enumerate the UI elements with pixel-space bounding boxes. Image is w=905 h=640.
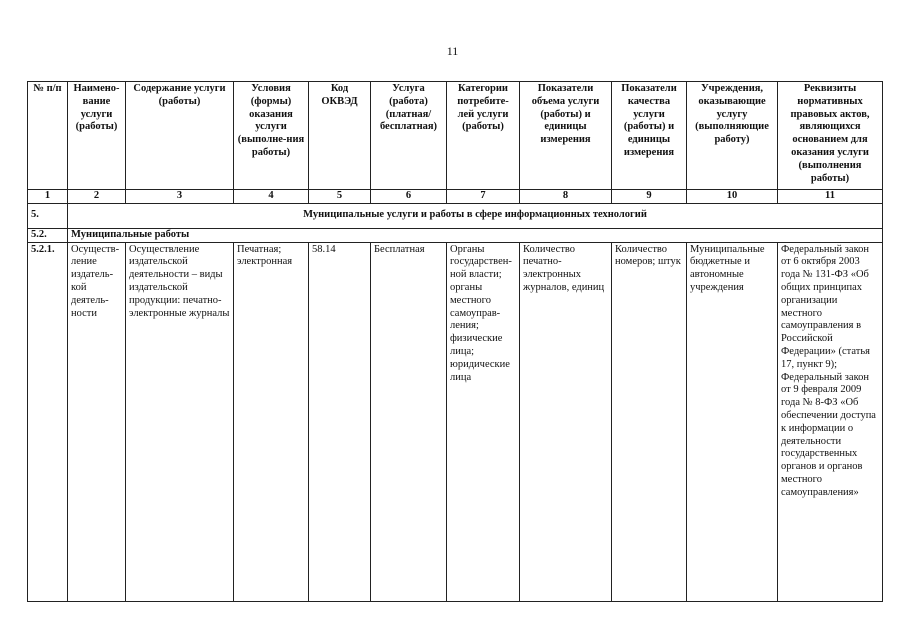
header-legal-acts: Реквизиты нормативных правовых актов, являющихся основанием для оказания услуги (выполнения работы) (778, 82, 883, 190)
column-number: 3 (126, 190, 234, 204)
providing-institutions: Муниципальные бюджетные и автономные учреждения (687, 242, 778, 601)
table-row (28, 242, 883, 601)
service-content: Осуществление издательской деятельности – виды издательской продукции: печатно-электронные журналы (126, 242, 234, 601)
column-number: 5 (309, 190, 371, 204)
column-number: 7 (447, 190, 520, 204)
header-volume: Показатели объема услуги (работы) и единицы измерения (520, 82, 612, 190)
consumer-categories: Органы государствен-ной власти; органы местного самоуправ-ления; физические лица; юридические лица (447, 242, 520, 601)
row-number: 5.2.1. (28, 242, 68, 601)
header-paid: Услуга (работа) (платная/ бесплатная) (371, 82, 447, 190)
header-quality: Показатели качества услуги (работы) и единицы измерения (612, 82, 687, 190)
header-consumers: Категории потребите-лей услуги (работы) (447, 82, 520, 190)
header-row (28, 82, 883, 190)
header-okved: Код ОКВЭД (309, 82, 371, 190)
column-number: 11 (778, 190, 883, 204)
column-number: 6 (371, 190, 447, 204)
column-number: 2 (68, 190, 126, 204)
paid-status: Бесплатная (371, 242, 447, 601)
page-number: 11 (446, 44, 459, 58)
subsection-row (28, 228, 883, 242)
column-number: 1 (28, 190, 68, 204)
column-number-row (28, 190, 883, 204)
column-number: 4 (234, 190, 309, 204)
service-conditions: Печатная; электронная (234, 242, 309, 601)
column-number: 9 (612, 190, 687, 204)
section-row (28, 203, 883, 228)
header-number: № п/п (28, 82, 68, 190)
header-institutions: Учреждения, оказывающие услугу (выполняющие работу) (687, 82, 778, 190)
quality-indicators: Количество номеров; штук (612, 242, 687, 601)
volume-indicators: Количество печатно-электронных журналов, единиц (520, 242, 612, 601)
section-title: Муниципальные услуги и работы в сфере информационных технологий (68, 203, 883, 228)
services-table (27, 81, 883, 602)
header-content: Содержание услуги (работы) (126, 82, 234, 190)
column-number: 10 (687, 190, 778, 204)
header-conditions: Условия (формы) оказания услуги (выполне-ния работы) (234, 82, 309, 190)
legal-acts: Федеральный закон от 6 октября 2003 года № 131-ФЗ «Об общих принципах организации местного самоуправления в Российской Федерации» (статья 17, пункт 9); Федеральный закон от 9 февраля 2009 года № 8-ФЗ «Об обеспечении доступа к информации о деятельности государственных органов и органов местного самоуправления» (778, 242, 883, 601)
column-number: 8 (520, 190, 612, 204)
okved-code: 58.14 (309, 242, 371, 601)
service-name: Осуществ-ление издатель-кой деятель-ности (68, 242, 126, 601)
subsection-number: 5.2. (28, 228, 68, 242)
header-name: Наимено-вание услуги (работы) (68, 82, 126, 190)
section-number: 5. (28, 203, 68, 228)
subsection-title: Муниципальные работы (68, 228, 883, 242)
